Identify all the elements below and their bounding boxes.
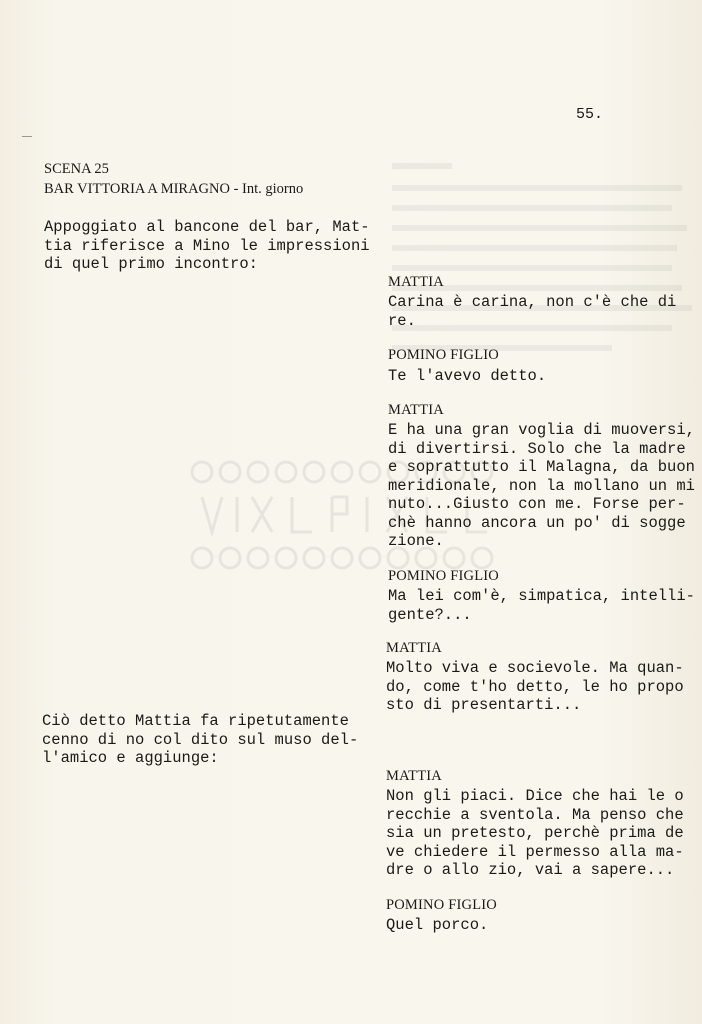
dialogue-line: Te l'avevo detto. [388, 367, 547, 385]
scene-location: BAR VITTORIA A MIRAGNO - Int. giorno [44, 181, 304, 197]
speaker-name: POMINO FIGLIO [388, 347, 499, 363]
stage-direction: Ciò detto Mattia fa ripetutamente cenno di no col dito sul muso del- l'amico e aggiunge: [42, 712, 359, 767]
dialogue-line: Ma lei com'è, simpatica, intelli- gente?... [388, 587, 695, 624]
speaker-name: POMINO FIGLIO [386, 897, 497, 913]
dialogue-line: Carina è carina, non c'è che di re. [388, 293, 677, 330]
dialogue-line: Quel porco. [386, 916, 489, 934]
speaker-name: MATTIA [386, 640, 442, 656]
dialogue-line: Molto viva e socievole. Ma quan- do, come t'ho detto, le ho propo sto di presentarti... [386, 659, 684, 714]
speaker-name: MATTIA [388, 274, 444, 290]
page-number: 55. [576, 106, 604, 123]
margin-mark [22, 136, 32, 137]
dialogue-line: E ha una gran voglia di muoversi, di divertirsi. Solo che la madre e soprattutto il Malagna, da buon meridionale, non la mollano un mi nuto...Giusto con me. Forse per- chè hanno ancora un po' di sogge zione. [388, 421, 695, 550]
scene-number: SCENA 25 [44, 161, 109, 177]
speaker-name: MATTIA [388, 402, 444, 418]
stage-direction: Appoggiato al bancone del bar, Mat- tia riferisce a Mino le impressioni di quel primo incontro: [44, 218, 370, 273]
speaker-name: MATTIA [386, 768, 442, 784]
dialogue-line: Non gli piaci. Dice che hai le o recchie a sventola. Ma penso che sia un pretesto, perchè prima de ve chiedere il permesso alla ma- dre o allo zio, vai a sapere... [386, 787, 684, 879]
speaker-name: POMINO FIGLIO [388, 568, 499, 584]
